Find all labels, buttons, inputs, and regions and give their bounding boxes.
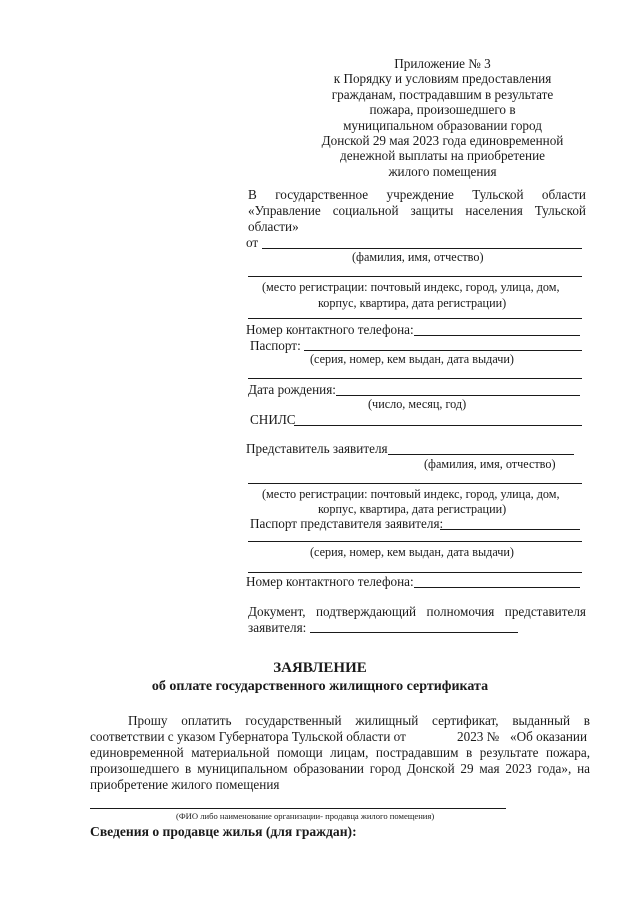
representative-phone-label: Номер контактного телефона: (246, 574, 414, 589)
snils-field-line[interactable] (294, 425, 582, 426)
statement-body-line-1: Прошу оплатить государственный жилищный сертификат, выданный в (128, 713, 590, 728)
representative-passport-caption: (серия, номер, кем выдан, дата выдачи) (310, 545, 514, 559)
addressee-line-3: области» (248, 219, 299, 234)
authority-document-label-2: заявителя: (248, 620, 307, 635)
phone-field-line[interactable] (414, 335, 580, 336)
statement-body-line-4: произошедшего в муниципальном образовании город Донской 29 мая 2023 года», на (90, 761, 590, 776)
passport-field-line-2[interactable] (248, 378, 582, 379)
appendix-line: к Порядку и условиям предоставления (333, 71, 552, 87)
phone-label: Номер контактного телефона: (246, 322, 414, 337)
appendix-header (300, 56, 585, 179)
representative-field-line[interactable] (388, 454, 574, 455)
representative-registration-caption-1: (место регистрации: почтовый индекс, город, улица, дом, (262, 487, 560, 501)
representative-registration-line[interactable] (248, 483, 582, 484)
representative-passport-field-line-2[interactable] (248, 541, 582, 542)
authority-document-label-1: Документ, подтверждающий полномочия представителя (248, 604, 586, 619)
seller-caption: (ФИО либо наименование организации- продавца жилого помещения) (176, 811, 435, 821)
appendix-line: Донской 29 мая 2023 года единовременной (321, 133, 564, 149)
statement-body-line-2c: «Об оказании (510, 729, 588, 744)
appendix-line: денежной выплаты на приобретение (340, 148, 545, 164)
statement-body-line-2b: 2023 № (457, 729, 500, 744)
registration-field-line[interactable] (248, 276, 582, 277)
appendix-line: муниципальном образовании город (343, 117, 542, 133)
addressee-line-1: В государственное учреждение Тульской области (248, 187, 586, 202)
statement-subtitle: об оплате государственного жилищного сертификата (151, 679, 489, 694)
appendix-line: Приложение № 3 (394, 56, 491, 71)
statement-title: ЗАЯВЛЕНИЕ (273, 660, 367, 676)
seller-heading: Сведения о продавце жилья (для граждан): (90, 824, 357, 839)
birth-label: Дата рождения: (248, 382, 336, 397)
representative-passport-field-line[interactable] (440, 529, 580, 530)
registration-caption-2: корпус, квартира, дата регистрации) (318, 296, 507, 310)
statement-body-line-2a: соответствии с указом Губернатора Тульской области от (90, 729, 406, 744)
fio-field-line[interactable] (262, 248, 582, 249)
seller-field-line[interactable] (90, 808, 506, 809)
representative-passport-field-line-3[interactable] (248, 572, 582, 573)
appendix-line: гражданам, пострадавшим в результате (331, 86, 554, 102)
appendix-line: жилого помещения (388, 163, 497, 179)
passport-label: Паспорт: (250, 338, 301, 353)
passport-caption: (серия, номер, кем выдан, дата выдачи) (310, 352, 514, 366)
representative-label: Представитель заявителя (246, 441, 388, 456)
from-label: от (246, 235, 259, 250)
snils-label: СНИЛС (250, 412, 296, 427)
registration-caption-1: (место регистрации: почтовый индекс, город, улица, дом, (262, 280, 560, 294)
representative-fio-caption: (фамилия, имя, отчество) (424, 457, 556, 471)
registration-field-line-2[interactable] (248, 318, 582, 319)
authority-document-field-line[interactable] (310, 632, 518, 633)
statement-body-line-5: приобретение жилого помещения (90, 777, 280, 792)
appendix-line: пожара, произошедшего в (369, 102, 516, 118)
birth-field-line[interactable] (336, 395, 580, 396)
addressee-line-2: «Управление социальной защиты населения Тульской (248, 203, 586, 218)
birth-caption: (число, месяц, год) (368, 397, 467, 411)
passport-field-line[interactable] (304, 350, 582, 351)
statement-body-line-3: единовременной материальной помощи лицам, пострадавшим в результате пожара, (90, 745, 590, 760)
representative-registration-caption-2: корпус, квартира, дата регистрации) (318, 502, 507, 516)
representative-passport-label: Паспорт представителя заявителя: (250, 516, 444, 531)
fio-caption: (фамилия, имя, отчество) (352, 250, 484, 264)
representative-phone-field-line[interactable] (414, 587, 580, 588)
